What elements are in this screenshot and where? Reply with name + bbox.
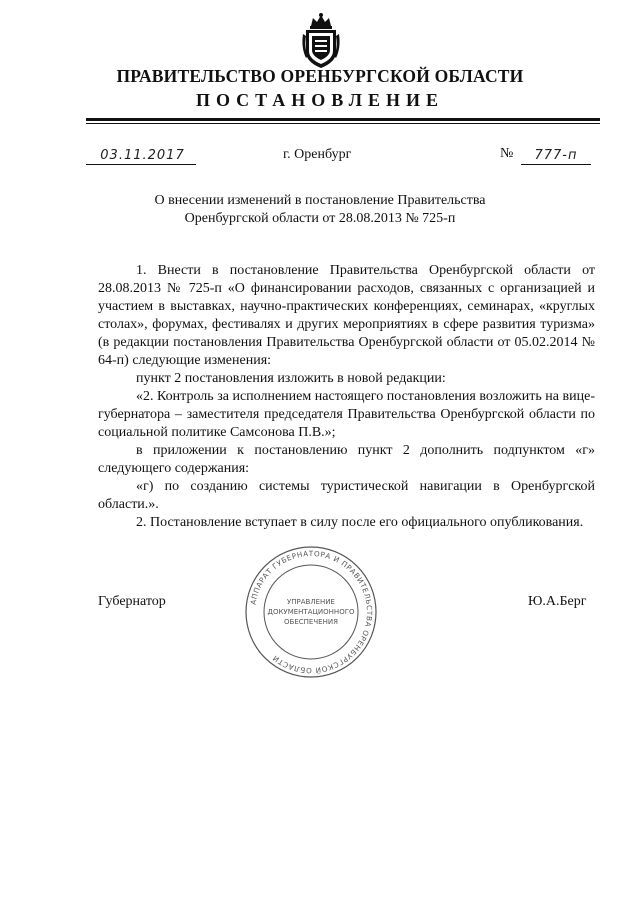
signatory-name: Ю.А.Берг xyxy=(528,594,587,609)
stamp-line-1: УПРАВЛЕНИЕ xyxy=(287,598,335,606)
subject-line-1: О внесении изменений в постановление Правительства xyxy=(154,193,486,208)
paragraph-3: «2. Контроль за исполнением настоящего постановления возложить на вице-губернатора – заместителя председателя Правительства Оренбургской области по социальной политике Самсонова П.В.»; xyxy=(98,389,595,440)
header-rule-thin xyxy=(86,123,600,124)
paragraph-2: пункт 2 постановления изложить в новой редакции: xyxy=(136,371,446,386)
paragraph-1: 1. Внести в постановление Правительства Оренбургской области от 28.08.2013 № 725-п «О финансировании расходов, связанных с организацией и участием в выставках, научно-практических конференциях, семинарах, «круглых столах», форумах, фестивалях и других мероприятиях в сфере развития туризма» (в редакции постановления Правительства Оренбургской области от 05.02.2014 № 64-п) следующие изменения: xyxy=(98,263,595,368)
paragraph-4: в приложении к постановлению пункт 2 дополнить подпунктом «г» следующего содержания: xyxy=(98,443,595,476)
signatory-position: Губернатор xyxy=(98,594,166,609)
number-label: № xyxy=(500,146,514,161)
subject-line-2: Оренбургской области от 28.08.2013 № 725-п xyxy=(184,211,456,226)
header-rule-thick xyxy=(86,118,600,121)
date-underline xyxy=(86,164,196,165)
document-city: г. Оренбург xyxy=(283,147,352,162)
number-underline xyxy=(521,164,591,165)
document-subject xyxy=(0,192,640,228)
document-date: 03.11.2017 xyxy=(100,148,185,163)
stamp-line-3: ОБЕСПЕЧЕНИЯ xyxy=(284,618,338,626)
coat-of-arms-icon xyxy=(301,12,341,70)
government-title: ПРАВИТЕЛЬСТВО ОРЕНБУРГСКОЙ ОБЛАСТИ xyxy=(116,66,524,86)
paragraph-6: 2. Постановление вступает в силу после его официального опубликования. xyxy=(136,515,584,530)
stamp-outer-text: АППАРАТ ГУБЕРНАТОРА И ПРАВИТЕЛЬСТВА ОРЕНБУРГСКОЙ ОБЛАСТИ xyxy=(248,548,375,676)
official-stamp xyxy=(243,544,379,680)
document-type: ПОСТАНОВЛЕНИЕ xyxy=(195,90,445,110)
stamp-line-2: ДОКУМЕНТАЦИОННОГО xyxy=(267,608,355,616)
document-number: 777-п xyxy=(534,148,578,163)
document-body xyxy=(98,262,595,532)
paragraph-5: «г) по созданию системы туристической навигации в Оренбургской области.». xyxy=(98,479,595,512)
